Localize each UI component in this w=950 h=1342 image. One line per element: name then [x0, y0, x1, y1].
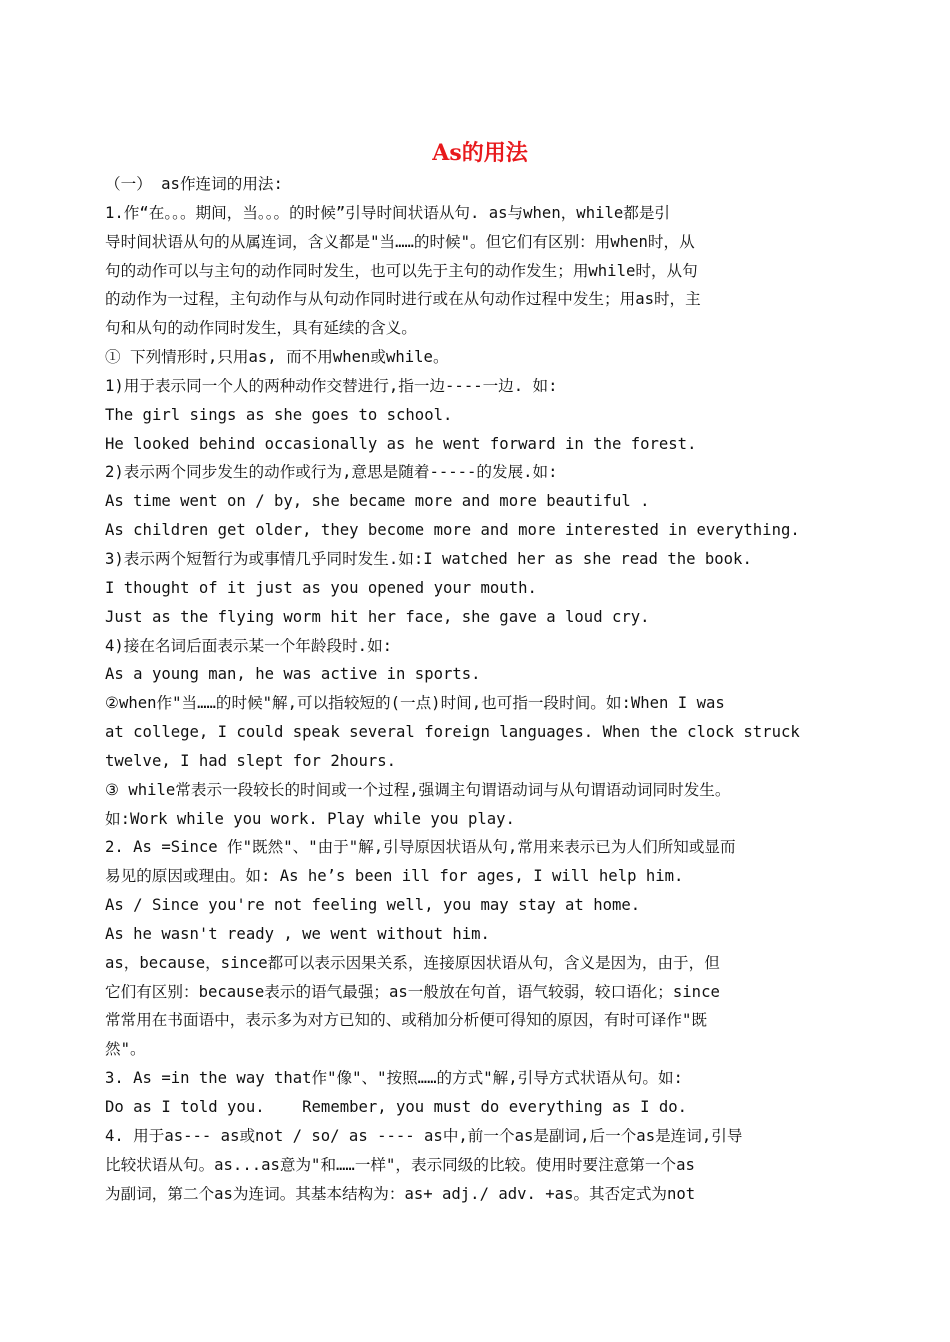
- text-line: As a young man, he was active in sports.: [105, 665, 481, 684]
- text-line: 1.作“在。。。期间，当。。。的时候”引导时间状语从句. as与when，while都是引: [105, 203, 671, 222]
- text-line: As time went on / by, she became more and more beautiful .: [105, 492, 650, 511]
- text-line: 为副词，第二个as为连词。其基本结构为：as+ adj./ adv. +as。其否定式为not: [105, 1184, 696, 1203]
- text-line: 句的动作可以与主句的动作同时发生，也可以先于主句的动作发生；用while时，从句: [105, 261, 698, 280]
- text-line: as，because，since都可以表示因果关系，连接原因状语从句，含义是因为，由于，但: [105, 953, 720, 972]
- text-line: 句和从句的动作同时发生，具有延续的含义。: [105, 319, 417, 338]
- text-line: 3)表示两个短暂行为或事情几乎同时发生.如:I watched her as she read the book.: [105, 549, 752, 568]
- text-line: Just as the flying worm hit her face, she gave a loud cry.: [105, 607, 650, 626]
- text-line: （一） as作连词的用法:: [105, 175, 283, 193]
- text-line: Do as I told you. Remember, you must do everything as I do.: [105, 1098, 688, 1116]
- text-line: ②when作"当……的时候"解,可以指较短的(一点)时间,也可指一段时间。如:When I was: [105, 694, 725, 713]
- text-line: 易见的原因或理由。如: As he’s been ill for ages, I will help him.: [105, 867, 684, 886]
- text-line: 导时间状语从句的从属连词，含义都是"当……的时候"。但它们有区别：用when时，从: [105, 232, 695, 251]
- text-line: 然"。: [105, 1040, 146, 1059]
- text-line: 2)表示两个同步发生的动作或行为,意思是随着-----的发展.如:: [105, 463, 558, 482]
- text-line: The girl sings as she goes to school.: [105, 405, 453, 424]
- document-body: [105, 170, 875, 1208]
- text-line: 常常用在书面语中，表示多为对方已知的、或稍加分析便可得知的原因，有时可译作"既: [105, 1011, 707, 1030]
- text-line: 3. As =in the way that作"像"、"按照……的方式"解,引导方式状语从句。如:: [105, 1069, 683, 1088]
- text-line: 比较状语从句。as...as意为"和……一样"，表示同级的比较。使用时要注意第一个as: [105, 1155, 695, 1174]
- text-line: 1)用于表示同一个人的两种动作交替进行,指一边----一边. 如:: [105, 376, 558, 395]
- text-line: As / Since you're not feeling well, you may stay at home.: [105, 896, 641, 915]
- document-title: As的用法: [432, 140, 528, 166]
- text-line: As he wasn't ready , we went without him.: [105, 924, 490, 943]
- text-line: As children get older, they become more and more interested in everything.: [105, 521, 800, 540]
- text-line: 如:Work while you work. Play while you play.: [105, 809, 515, 828]
- text-line: 4)接在名词后面表示某一个年龄段时.如:: [105, 636, 393, 655]
- text-line: 2. As =Since 作"既然"、"由于"解,引导原因状语从句,常用来表示已为人们所知或显而: [105, 838, 736, 857]
- text-line: ③ while常表示一段较长的时间或一个过程,强调主句谓语动词与从句谓语动词同时发生。: [105, 780, 731, 799]
- text-line: twelve, I had slept for 2hours.: [105, 751, 397, 770]
- text-line: 4. 用于as--- as或not / so/ as ---- as中,前一个as是副词,后一个as是连词,引导: [105, 1126, 743, 1145]
- text-line: ① 下列情形时,只用as, 而不用when或while。: [105, 348, 449, 367]
- text-line: I thought of it just as you opened your mouth.: [105, 578, 537, 597]
- text-line: 的动作为一过程，主句动作与从句动作同时进行或在从句动作过程中发生；用as时，主: [105, 290, 701, 309]
- text-line: 它们有区别：because表示的语气最强；as一般放在句首，语气较弱，较口语化；since: [105, 982, 720, 1001]
- text-line: He looked behind occasionally as he went forward in the forest.: [105, 434, 697, 453]
- text-line: at college, I could speak several foreign languages. When the clock struck: [105, 723, 800, 742]
